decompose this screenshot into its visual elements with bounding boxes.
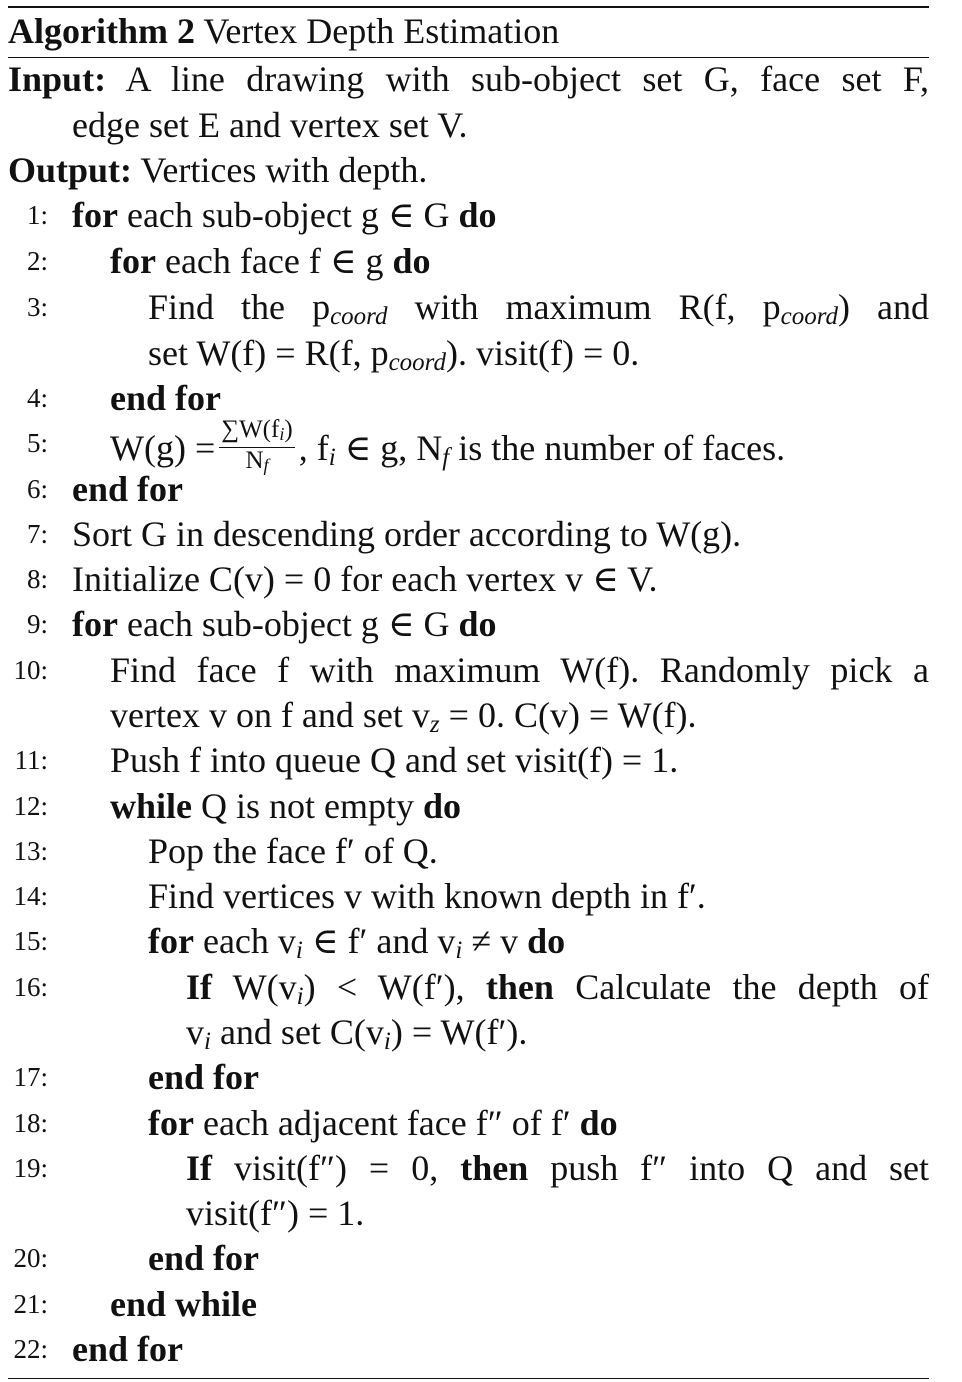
line-number: 19: — [13, 1153, 48, 1183]
line-text: push f″ into Q and set — [550, 1148, 930, 1188]
algorithm-label: Algorithm 2 — [8, 11, 195, 51]
keyword: do — [423, 786, 462, 826]
line-text: each v — [202, 921, 296, 961]
line-text: is the number of faces. — [458, 427, 786, 468]
line-text: ∈ g, N — [344, 427, 443, 468]
keyword: then — [460, 1148, 529, 1188]
line-text: each sub-object g ∈ G — [126, 604, 450, 644]
subscript: coord — [780, 303, 838, 330]
line-text: ) and — [838, 287, 929, 327]
line-number: 2: — [26, 246, 48, 276]
subscript: f — [442, 443, 450, 471]
keyword: then — [485, 967, 554, 1007]
line-number: 11: — [14, 745, 48, 775]
line-text: Find face f with maximum W(f). Randomly pick a — [110, 650, 929, 690]
line-text: Push f into queue Q and set visit(f) = 1. — [110, 740, 679, 780]
line-text: = 0. C(v) = W(f). — [448, 695, 697, 735]
line-text: Pop the face f′ of Q. — [148, 831, 438, 871]
line-text: , f — [298, 427, 329, 468]
line-number: 12: — [13, 791, 48, 821]
keyword: do — [527, 921, 566, 961]
line-text: vertex v on f and set v — [110, 695, 430, 735]
numerator-end: ) — [284, 416, 293, 443]
algorithm-title — [8, 10, 559, 52]
subscript: i — [455, 937, 463, 964]
keyword: If — [186, 1148, 212, 1188]
line-text: ) = W(f′). — [390, 1012, 528, 1052]
line-text: ) < W(f′), — [303, 967, 465, 1007]
line-number: 5: — [26, 428, 48, 458]
output-text: Vertices with depth. — [140, 150, 428, 190]
input-label: Input: — [8, 59, 107, 99]
keyword: do — [392, 241, 431, 281]
line-number: 20: — [13, 1243, 48, 1273]
line-number: 7: — [26, 519, 48, 549]
line-text: and set C(v — [219, 1012, 384, 1052]
line-number: 9: — [26, 609, 48, 639]
line-text: visit(f″) = 0, — [233, 1148, 439, 1188]
keyword: end for — [72, 1329, 183, 1369]
subscript: i — [328, 443, 336, 471]
line-text: ). visit(f) = 0. — [445, 333, 640, 373]
line-text: each sub-object g ∈ G — [126, 195, 450, 235]
line-text: Find the p — [148, 287, 331, 327]
line-number: 3: — [26, 292, 48, 322]
line-number: 22: — [13, 1334, 48, 1364]
algorithm-name: Vertex Depth Estimation — [203, 11, 560, 51]
keyword: for — [110, 241, 156, 281]
line-number: 8: — [26, 564, 48, 594]
line-number: 4: — [26, 383, 48, 413]
line-text: Find vertices v with known depth in f′. — [148, 876, 706, 916]
line-number: 1: — [26, 200, 48, 230]
line-number: 21: — [13, 1289, 48, 1319]
line-text: each adjacent face f″ of f′ — [202, 1103, 571, 1143]
subscript: i — [279, 424, 285, 444]
subscript: coord — [330, 303, 388, 330]
subscript: z — [429, 711, 440, 738]
denominator: N — [245, 447, 264, 474]
line-text: W(v — [232, 967, 297, 1007]
subscript: i — [204, 1028, 211, 1055]
line-number: 6: — [26, 474, 48, 504]
keyword: end for — [148, 1238, 259, 1278]
output-line — [8, 148, 929, 193]
line-text: Q is not empty — [201, 786, 415, 826]
keyword: for — [72, 195, 118, 235]
keyword: do — [458, 604, 497, 644]
keyword: for — [148, 1103, 194, 1143]
line-text: visit(f″) = 1. — [186, 1193, 365, 1233]
line-number: 17: — [13, 1062, 48, 1092]
line-text: ∈ f′ and v — [311, 921, 456, 961]
line-text: Sort G in descending order according to W(g). — [72, 514, 742, 554]
keyword: do — [579, 1103, 618, 1143]
line-text: with maximum R(f, p — [414, 287, 781, 327]
keyword: end for — [72, 469, 183, 509]
keyword: for — [72, 604, 118, 644]
subscript: i — [296, 983, 304, 1010]
line-text: each face f ∈ g — [164, 241, 384, 281]
line-text: ≠ v — [471, 921, 519, 961]
keyword: end for — [110, 378, 221, 418]
top-rule — [8, 6, 929, 8]
numerator: ∑W(f — [221, 416, 280, 443]
keyword: If — [186, 967, 212, 1007]
keyword: end for — [148, 1057, 259, 1097]
line-text: set W(f) = R(f, p — [148, 333, 389, 373]
line-number: 10: — [13, 655, 48, 685]
input-line — [8, 57, 929, 102]
input-text-1: A line drawing with sub-object set G, face set F, — [125, 59, 930, 99]
keyword: while — [110, 786, 193, 826]
line-number: 13: — [13, 836, 48, 866]
input-text-2: edge set E and vertex set V. — [72, 105, 468, 145]
keyword: for — [148, 921, 194, 961]
input-line-2 — [72, 103, 929, 148]
line-text: Calculate the depth of — [575, 967, 929, 1007]
bottom-rule — [8, 1378, 929, 1379]
line-number: 14: — [13, 881, 48, 911]
subscript: coord — [388, 349, 446, 376]
subscript: i — [383, 1028, 391, 1055]
subscript: f — [263, 455, 269, 475]
keyword: end while — [110, 1284, 258, 1324]
output-label: Output: — [8, 150, 133, 190]
line-number: 15: — [13, 926, 48, 956]
line-number: 18: — [13, 1108, 48, 1138]
line-number: 16: — [13, 972, 48, 1002]
line-text: Initialize C(v) = 0 for each vertex v ∈ V. — [72, 559, 658, 599]
line-text: W(g) = — [110, 427, 216, 468]
subscript: i — [295, 937, 303, 964]
line-text: v — [186, 1012, 204, 1052]
keyword: do — [458, 195, 497, 235]
